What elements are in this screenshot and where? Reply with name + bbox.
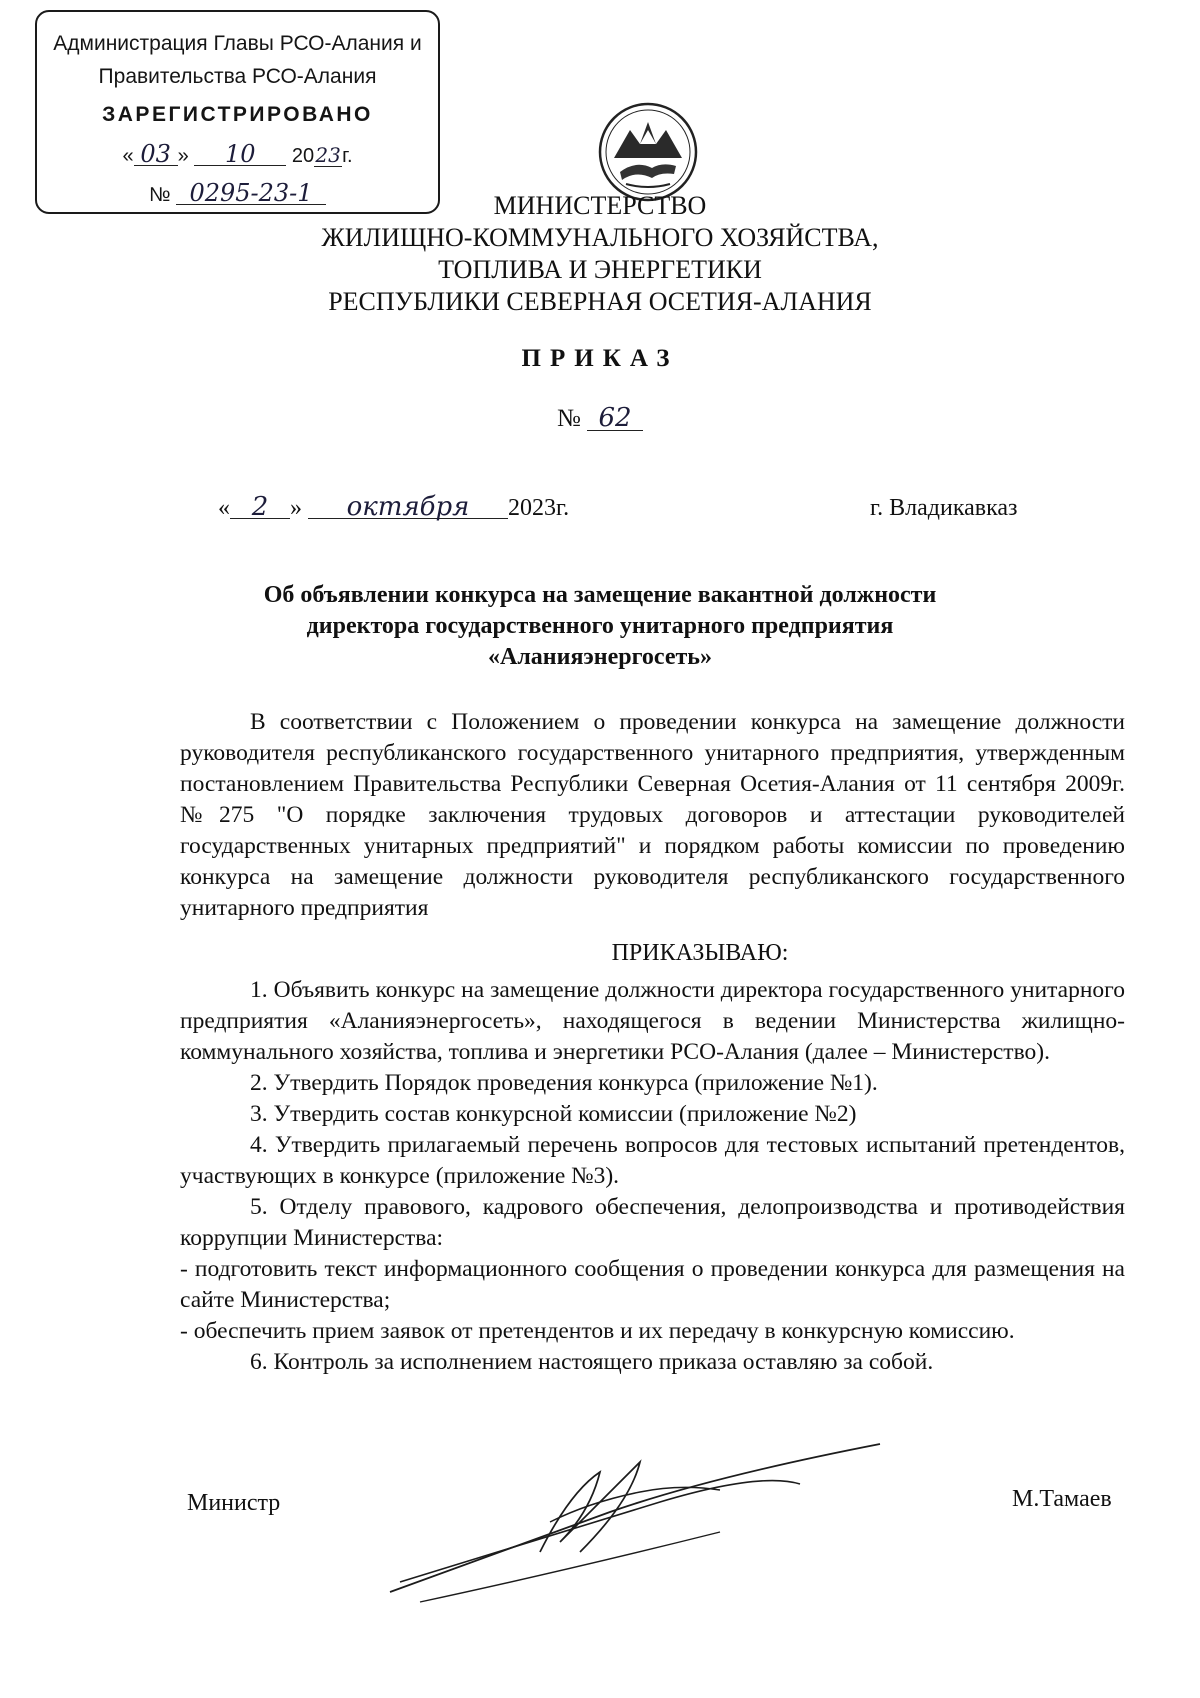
signer-name: М.Тамаев [1012,1486,1112,1512]
stamp-day: 03 [134,143,178,166]
date-open-quote: « [218,495,230,521]
title-line: «Аланияэнергосеть» [487,644,712,670]
order-item: 5. Отделу правового, кадрового обеспечения, делопроизводства и противодействия коррупции Министерства: [180,1194,1125,1251]
date-close-quote: » [290,495,302,521]
stamp-org-line2: Правительства РСО-Алания [98,65,377,88]
ministry-line: ЖИЛИЩНО-КОММУНАЛЬНОГО ХОЗЯЙСТВА, [321,223,879,252]
preamble-paragraph: В соответствии с Положением о проведении конкурса на замещение должности руководителя республиканского государственного унитарного предприятия, утвержденным постановлением Правительства Республики Северная Осетия-Алания от 11 сентября 2009г. №275 "О порядке заключения трудовых договоров и аттестации руководителей государственных унитарных предприятий" и порядком работы комиссии по проведению конкурса на замещение должности руководителя республиканского государственного унитарного предприятия [180,709,1125,921]
date-month: октября [308,496,508,519]
stamp-number: 0295-23-1 [176,182,326,205]
stamp-registered: ЗАРЕГИСТРИРОВАНО [102,103,373,126]
stamp-org-line1: Администрация Главы РСО-Алания и [53,32,422,55]
stamp-year-prefix: 20 [291,145,315,167]
order-item: 6. Контроль за исполнением настоящего приказа оставляю за собой. [250,1349,934,1375]
title-line: директора государственного унитарного предприятия [306,613,894,639]
signer-position: Министр [187,1490,281,1516]
stamp-month: 10 [194,143,286,166]
document-type: ПРИКАЗ [521,345,679,372]
title-line: Об объявлении конкурса на замещение вакантной должности [263,582,937,608]
date-year: 2023г. [508,495,570,521]
order-item: 4. Утвердить прилагаемый перечень вопросов для тестовых испытаний претендентов, участвующих в конкурсе (приложение №3). [180,1132,1125,1189]
stamp-number-label: № [148,184,171,206]
handwritten-signature [380,1432,900,1612]
order-number-value: 62 [587,406,643,431]
stamp-year-suffix: 23 [315,143,341,167]
order-date [218,492,570,522]
stamp-year-mark: г. [342,145,353,167]
order-items [180,975,1125,1378]
ministry-line: РЕСПУБЛИКИ СЕВЕРНАЯ ОСЕТИЯ-АЛАНИЯ [328,287,872,316]
order-number-label: № [556,405,581,432]
ministry-name [0,190,1200,318]
order-subitem: - подготовить текст информационного сообщения о проведении конкурса для размещения на сайте Министерства; [180,1256,1125,1313]
ministry-line: ТОПЛИВА И ЭНЕРГЕТИКИ [438,255,762,284]
order-city: г. Владикавказ [870,495,1018,521]
order-number [0,405,1200,433]
order-subitem: - обеспечить прием заявок от претендентов и их передачу в конкурсную комиссию. [180,1318,1015,1344]
coat-of-arms-icon [596,100,700,204]
registration-stamp [35,10,440,214]
ministry-line: МИНИСТЕРСТВО [493,191,707,220]
order-item: 1. Объявить конкурс на замещение должности директора государственного унитарного предприятия «Аланияэнергосеть», находящегося в ведении Министерства жилищно-коммунального хозяйства, топлива и энергетики РСО-Алания (далее – Министерство). [180,977,1125,1065]
decree-word: ПРИКАЗЫВАЮ: [611,940,789,966]
order-item: 2. Утвердить Порядок проведения конкурса (приложение №1). [250,1070,878,1096]
stamp-date: « 03 » 10 2023г. [122,140,353,168]
date-day: 2 [230,496,290,519]
order-item: 3. Утвердить состав конкурсной комиссии (приложение №2) [250,1101,857,1127]
order-title [0,580,1200,673]
